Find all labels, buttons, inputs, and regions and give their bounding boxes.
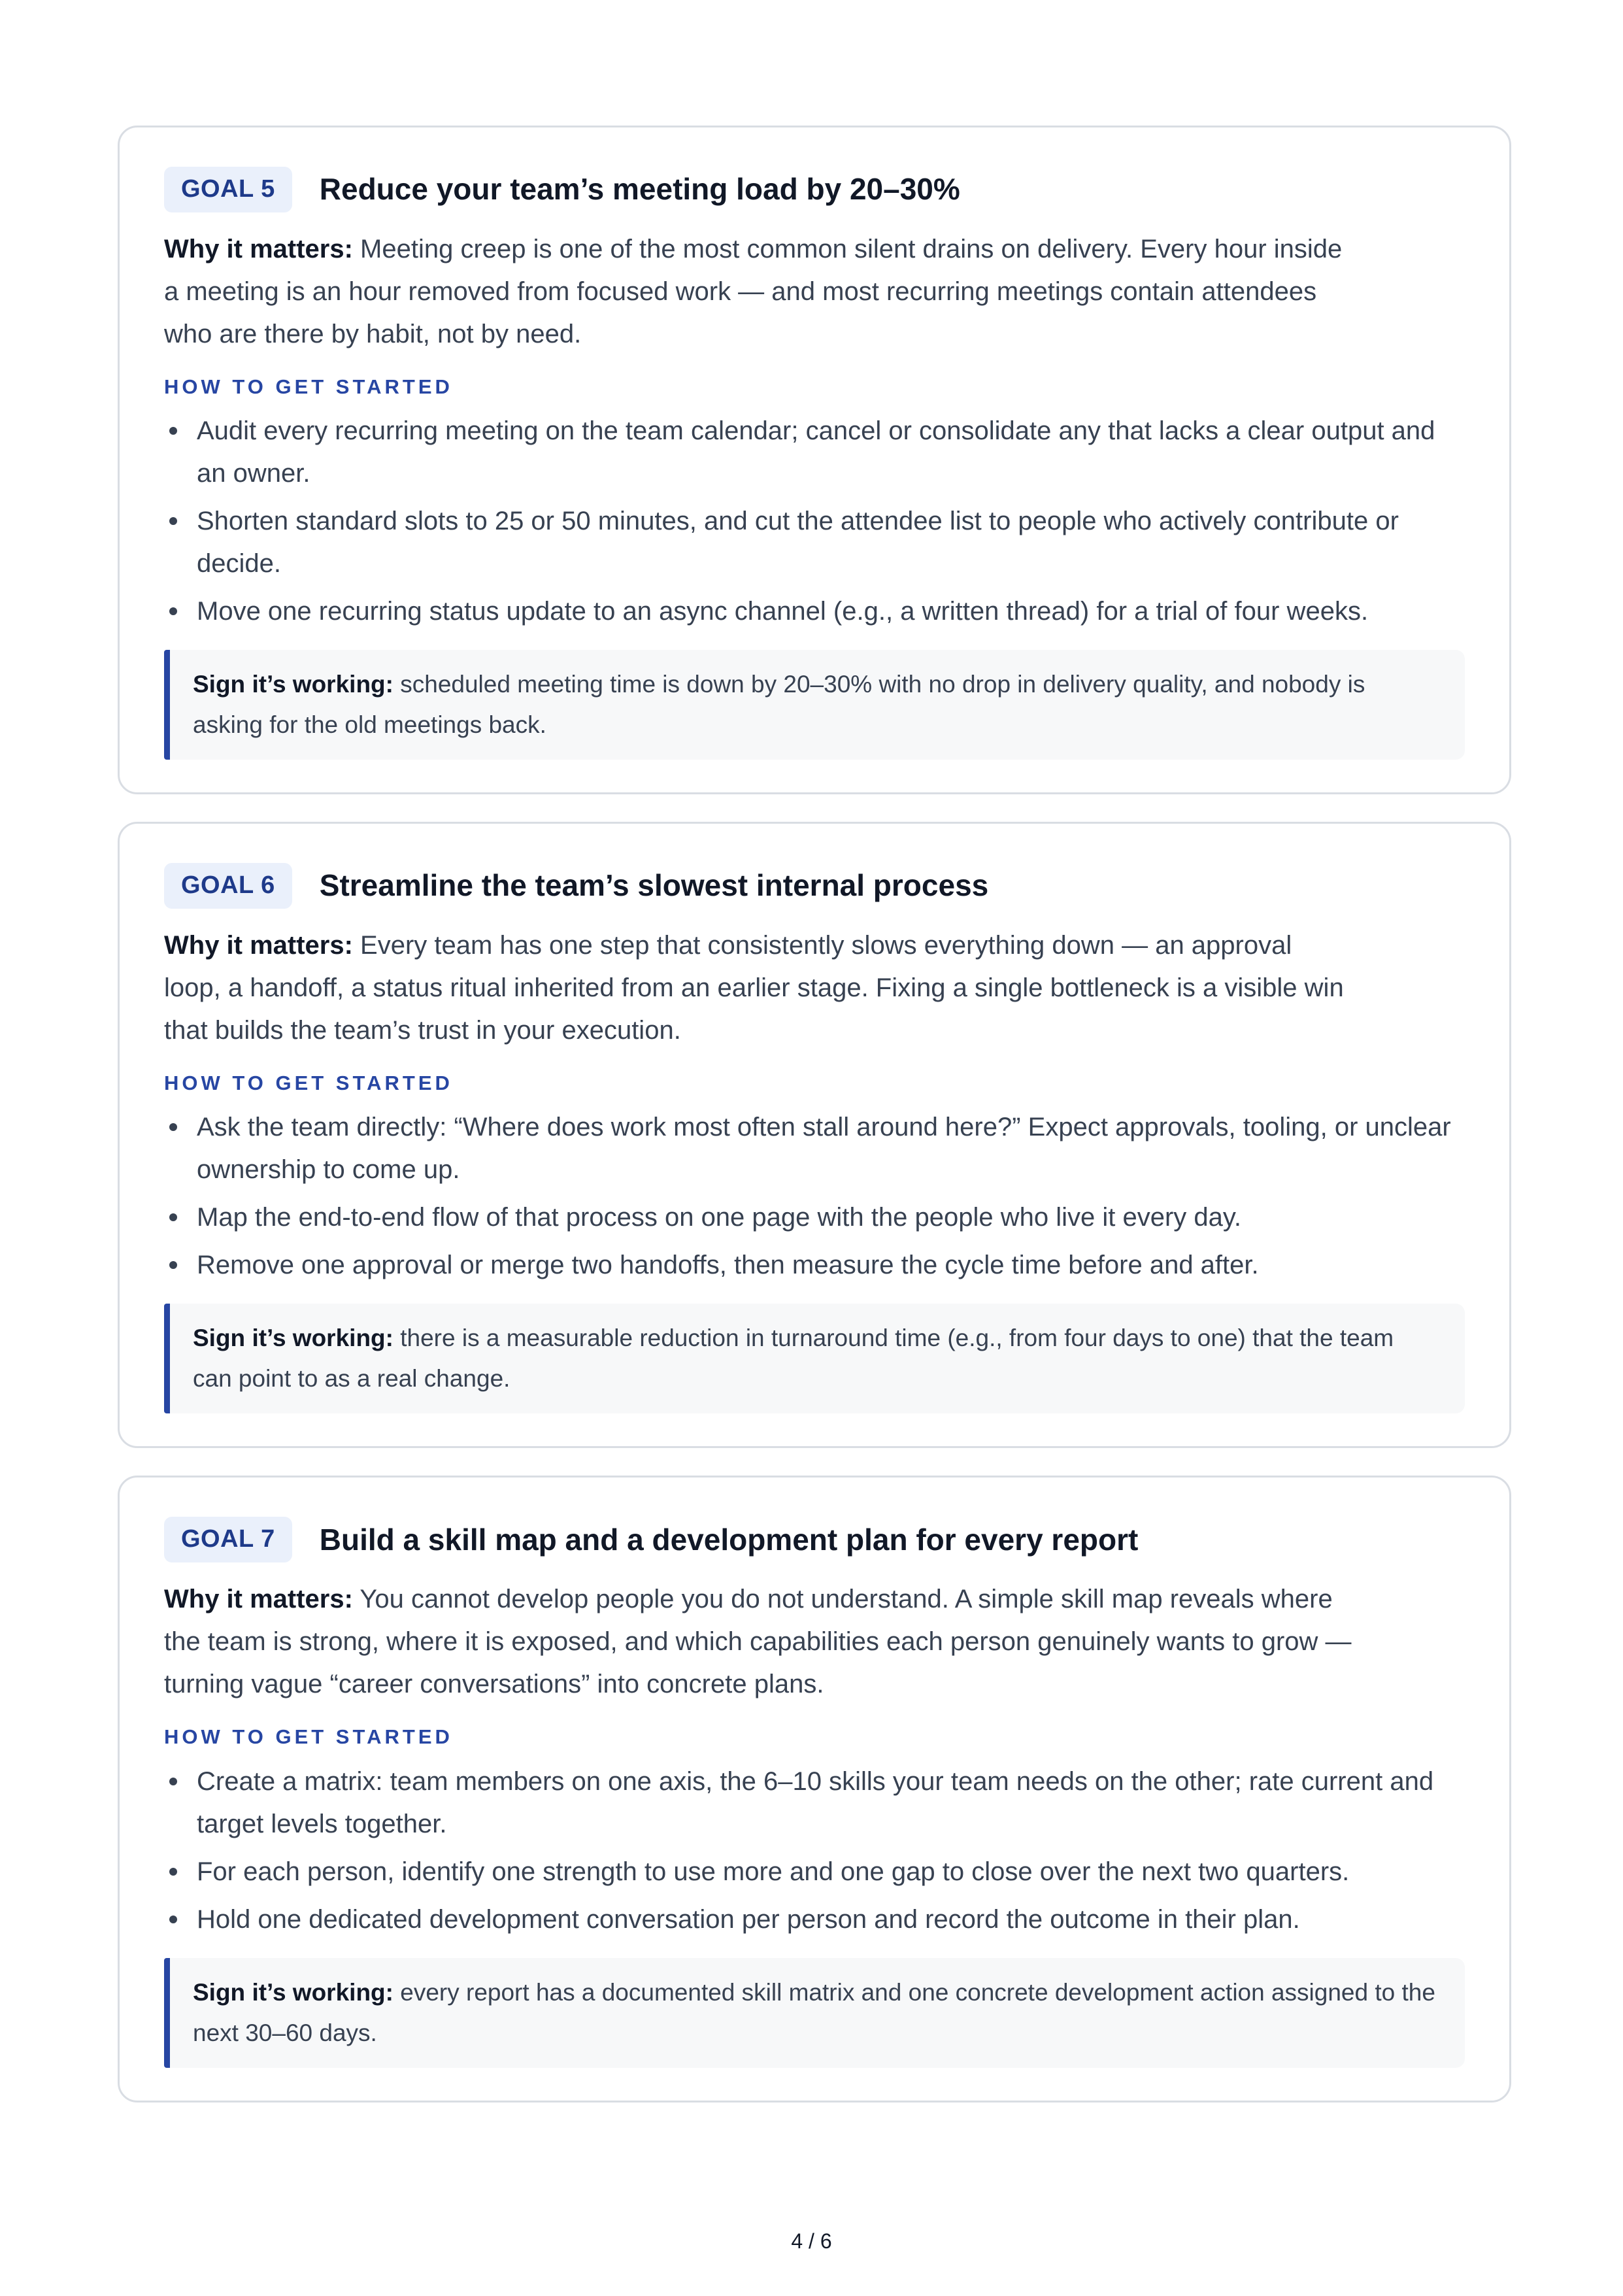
step-text: Shorten standard slots to 25 or 50 minutes, and cut the attendee list to people who actively contribute or decide. [197,507,1399,579]
step-text: Hold one dedicated development conversation per person and record the outcome in their plan. [197,1904,1300,1934]
list-item [164,1106,1465,1191]
bullet-icon [169,1123,177,1131]
step-text: For each person, identify one strength to use more and one gap to close over the next two quarters. [197,1857,1350,1886]
bullet-icon [169,427,177,435]
goal-card-header [164,863,1465,909]
why-it-matters [164,924,1354,1052]
step-text: Remove one approval or merge two handoffs, then measure the cycle time before and after. [197,1251,1259,1280]
list-item [164,1244,1465,1287]
why-it-matters-label: Why it matters: [164,1585,353,1614]
bullet-icon [169,517,177,525]
how-to-get-started-heading: HOW TO GET STARTED [164,375,453,398]
goal-card [118,822,1511,1448]
steps-list [164,410,1465,633]
steps-list [164,1106,1465,1287]
goal-title: Reduce your team’s meeting load by 20–30% [319,172,960,207]
step-text: Move one recurring status update to an async channel (e.g., a written thread) for a trial of four weeks. [197,597,1369,626]
list-item [164,1196,1465,1239]
why-it-matters [164,228,1354,356]
goal-badge: GOAL 6 [164,863,292,909]
sign-its-working-label: Sign it’s working: [193,1978,393,2006]
goal-cards [118,126,1511,2130]
list-item [164,410,1465,495]
how-to-get-started-heading: HOW TO GET STARTED [164,1725,453,1749]
why-it-matters-text: You cannot develop people you do not understand. A simple skill map reveals where the team is strong, where it is exposed, and which capabilities each person genuinely wants to grow — turning vague “career conversations” into concrete plans. [164,1585,1352,1699]
sign-its-working-callout [164,1958,1465,2068]
sign-its-working-text: every report has a documented skill matrix and one concrete development action assigned to the next 30–60 days. [193,1978,1435,2046]
bullet-icon [169,1213,177,1221]
how-to-get-started-heading: HOW TO GET STARTED [164,1071,453,1094]
why-it-matters-label: Why it matters: [164,930,353,960]
sign-its-working-callout [164,650,1465,760]
sign-its-working-label: Sign it’s working: [193,1325,393,1352]
why-it-matters [164,1578,1354,1706]
sign-its-working-text: scheduled meeting time is down by 20–30% with no drop in delivery quality, and nobody is asking for the old meetings back. [193,671,1365,739]
step-text: Audit every recurring meeting on the team calendar; cancel or consolidate any that lacks a clear output and an owner. [197,416,1435,488]
goal-card [118,126,1511,794]
goal-badge: GOAL 5 [164,167,292,212]
page-number: 4 / 6 [791,2229,832,2253]
step-text: Ask the team directly: “Where does work most often stall around here?” Expect approvals, tooling, or unclear ownership to come up. [197,1113,1451,1185]
sign-its-working-text: there is a measurable reduction in turnaround time (e.g., from four days to one) that the team can point to as a real change. [193,1325,1394,1393]
steps-list [164,1761,1465,1941]
list-item [164,500,1465,585]
goal-card [118,1476,1511,2102]
list-item [164,1851,1465,1893]
sign-its-working-label: Sign it’s working: [193,671,393,698]
goal-card-header [164,167,1465,212]
list-item [164,1899,1465,1941]
goal-title: Streamline the team’s slowest internal process [319,868,989,903]
why-it-matters-text: Meeting creep is one of the most common silent drains on delivery. Every hour inside a meeting is an hour removed from focused work — and most recurring meetings contain attendees who are there by habit, not by need. [164,234,1343,348]
list-item [164,1761,1465,1846]
goal-badge: GOAL 7 [164,1517,292,1562]
why-it-matters-label: Why it matters: [164,234,353,263]
goal-title: Build a skill map and a development plan for every report [319,1522,1139,1557]
why-it-matters-text: Every team has one step that consistently slows everything down — an approval loop, a handoff, a status ritual inherited from an earlier stage. Fixing a single bottleneck is a visible win that builds the team’s trust in your execution. [164,930,1344,1045]
bullet-icon [169,1261,177,1269]
step-text: Map the end-to-end flow of that process on one page with the people who live it every day. [197,1203,1242,1232]
bullet-icon [169,1868,177,1876]
goal-card-header [164,1517,1465,1562]
step-text: Create a matrix: team members on one axis, the 6–10 skills your team needs on the other; rate current and target levels together. [197,1766,1434,1838]
bullet-icon [169,1778,177,1785]
list-item [164,590,1465,633]
bullet-icon [169,607,177,615]
bullet-icon [169,1916,177,1923]
sign-its-working-callout [164,1304,1465,1413]
